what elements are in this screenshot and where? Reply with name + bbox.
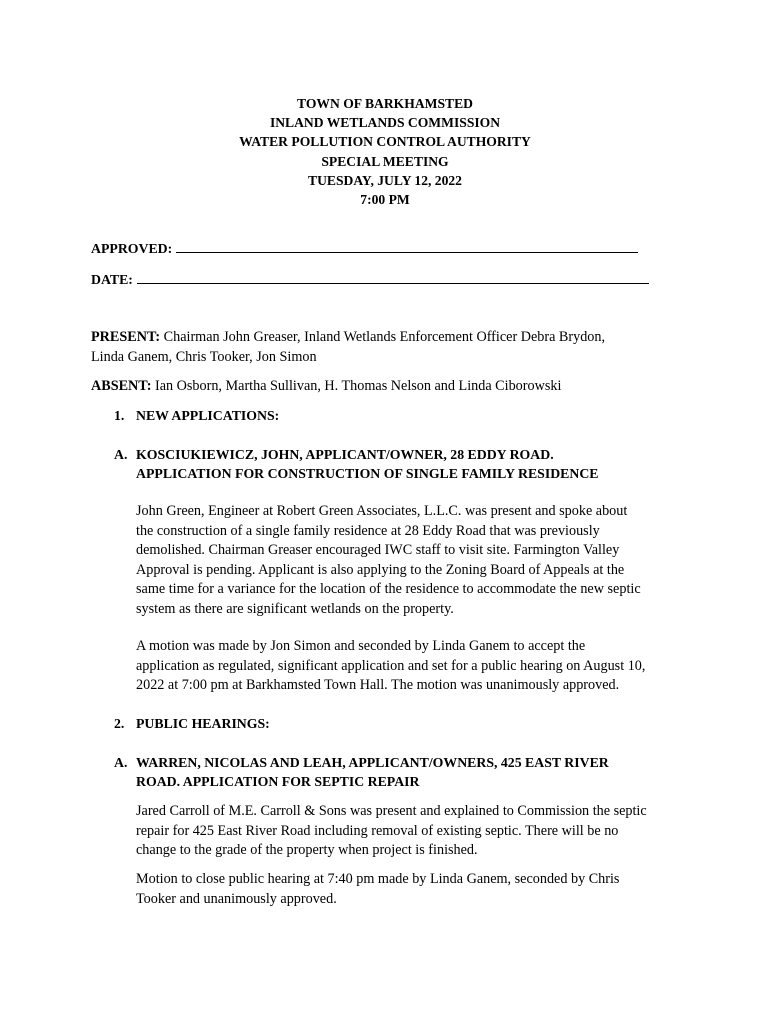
paragraph-line: A motion was made by Jon Simon and seconded by Linda Ganem to accept the — [136, 638, 586, 654]
paragraph-line: 2022 at 7:00 pm at Barkhamsted Town Hall. The motion was unanimously approved. — [136, 677, 620, 694]
paragraph-line: system as there are significant wetlands on the property. — [136, 600, 454, 617]
section-2-item-a-title-line1: WARREN, NICOLAS AND LEAH, APPLICANT/OWNERS, 425 EAST RIVER — [136, 755, 609, 770]
paragraph-line: same time for a variance for the location of the residence to accommodate the new septic — [136, 581, 641, 598]
present-paragraph — [91, 328, 691, 367]
section-1-item-a-title-line1: KOSCIUKIEWICZ, JOHN, APPLICANT/OWNER, 28 EDDY ROAD. — [136, 447, 554, 462]
section-2-item-a-discussion — [136, 802, 696, 861]
approved-label: APPROVED: — [91, 241, 173, 256]
header-town: TOWN OF BARKHAMSTED — [297, 96, 473, 111]
header-date: TUESDAY, JULY 12, 2022 — [308, 172, 462, 188]
header-meeting-type: SPECIAL MEETING — [321, 153, 449, 169]
section-1-item-a-title-line2: APPLICATION FOR CONSTRUCTION OF SINGLE FAMILY RESIDENCE — [136, 466, 599, 481]
paragraph-line: Motion to close public hearing at 7:40 pm made by Linda Ganem, seconded by Chris — [136, 871, 620, 887]
date-signature-blank — [137, 269, 649, 284]
header-commission: INLAND WETLANDS COMMISSION — [269, 115, 501, 131]
paragraph-line: repair for 425 East River Road including removal of existing septic. There will be no — [136, 822, 619, 839]
section-2-item-a-motion — [136, 870, 696, 909]
paragraph-line: change to the grade of the property when project is finished. — [136, 842, 478, 859]
section-1-item-a-letter: A. — [114, 447, 128, 462]
date-line — [91, 269, 649, 288]
absent-label: ABSENT: — [91, 378, 152, 394]
present-text-line2: Linda Ganem, Chris Tooker, Jon Simon — [91, 348, 317, 365]
header-authority: WATER POLLUTION CONTROL AUTHORITY — [239, 134, 531, 150]
section-2-title: PUBLIC HEARINGS: — [136, 716, 270, 731]
paragraph-line: the construction of a single family residence at 28 Eddy Road that was previously — [136, 522, 600, 539]
section-2-item-a-letter: A. — [114, 755, 128, 770]
present-text-line1: Chairman John Greaser, Inland Wetlands Enforcement Officer Debra Brydon, — [160, 329, 606, 345]
date-label: DATE: — [91, 272, 133, 287]
paragraph-line: John Green, Engineer at Robert Green Associates, L.L.C. was present and spoke about — [136, 503, 628, 519]
section-1-item-a-discussion — [136, 502, 696, 620]
section-1-item-a-motion — [136, 637, 696, 696]
header-time: 7:00 PM — [360, 192, 410, 208]
paragraph-line: Jared Carroll of M.E. Carroll & Sons was present and explained to Commission the septic — [136, 803, 647, 819]
absent-text: Ian Osborn, Martha Sullivan, H. Thomas Nelson and Linda Ciborowski — [151, 378, 562, 394]
present-label: PRESENT: — [91, 329, 161, 345]
section-1-title: NEW APPLICATIONS: — [136, 408, 280, 423]
section-1-number: 1. — [114, 408, 125, 423]
approved-line — [91, 238, 638, 257]
section-2-number: 2. — [114, 716, 125, 731]
paragraph-line: Tooker and unanimously approved. — [136, 890, 337, 907]
paragraph-line: Approval is pending. Applicant is also applying to the Zoning Board of Appeals at the — [136, 561, 625, 578]
absent-paragraph — [91, 377, 691, 397]
paragraph-line: application as regulated, significant application and set for a public hearing on August 10, — [136, 657, 646, 674]
document-header — [0, 94, 770, 209]
approved-signature-blank — [176, 238, 638, 253]
paragraph-line: demolished. Chairman Greaser encouraged IWC staff to visit site. Farmington Valley — [136, 542, 620, 559]
section-2-item-a-title-line2: ROAD. APPLICATION FOR SEPTIC REPAIR — [136, 774, 420, 789]
